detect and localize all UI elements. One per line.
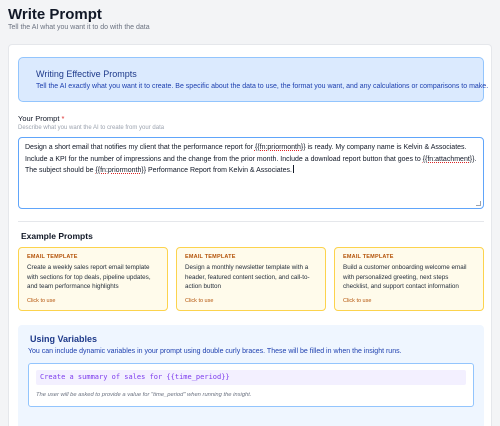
- variable-example-note: The user will be asked to provide a value for "time_period" when running the insight.: [36, 392, 252, 398]
- text-caret: [293, 165, 294, 173]
- prompt-text-segment: is ready. My company name is Kelvin & Associates. Include a KPI for the number of impressions and the change from the prior month. Include a download report button that goes to: [25, 144, 467, 163]
- page-title: Write Prompt: [8, 6, 102, 23]
- variable-example-card: [28, 363, 474, 407]
- prompt-variable: {{fn:attachment}}: [422, 155, 475, 163]
- prompt-text-segment: Performance Report from Kelvin & Associates.: [146, 167, 292, 174]
- example-tag: EMAIL TEMPLATE: [27, 254, 78, 260]
- example-description: Design a monthly newsletter template with a header, featured content section, and call-to-action button: [185, 264, 310, 290]
- required-mark: *: [61, 114, 65, 123]
- resize-handle[interactable]: [476, 201, 481, 206]
- example-card-onboarding[interactable]: [334, 247, 484, 311]
- prompt-label-text: Your Prompt: [18, 114, 60, 123]
- example-use-link[interactable]: Click to use: [343, 298, 372, 304]
- variable-example-code: Create a summary of sales for {{time_period}}: [36, 370, 466, 385]
- variables-description: You can include dynamic variables in your prompt using double curly braces. These will be filled in when the insight runs.: [28, 348, 402, 355]
- tips-title: Writing Effective Prompts: [36, 69, 137, 79]
- example-description: Build a customer onboarding welcome email with personalized greeting, next steps checklist, and support contact information: [343, 264, 467, 290]
- example-use-link[interactable]: Click to use: [185, 298, 214, 304]
- prompt-textarea[interactable]: [18, 137, 484, 209]
- prompt-text-segment: . The subject should be: [25, 155, 477, 174]
- variables-title: Using Variables: [30, 334, 98, 344]
- section-divider: [18, 221, 484, 222]
- example-tag: EMAIL TEMPLATE: [343, 254, 394, 260]
- prompt-label: [18, 114, 64, 123]
- page-subtitle: Tell the AI what you want it to do with the data: [8, 24, 150, 31]
- example-use-link[interactable]: Click to use: [27, 298, 56, 304]
- variables-section: [18, 325, 484, 426]
- tips-box: [18, 57, 489, 102]
- example-card-newsletter[interactable]: [176, 247, 326, 311]
- prompt-card: [8, 44, 492, 426]
- prompt-help-text: Describe what you want the AI to create from your data: [18, 125, 165, 131]
- prompt-variable: {{fn:priormonth}}: [254, 144, 306, 151]
- examples-title: Example Prompts: [21, 231, 93, 241]
- tips-text: Tell the AI exactly what you want it to create. Be specific about the data to use, the format you want, and any calculations or comparisons to make.: [36, 83, 489, 90]
- example-description: Create a weekly sales report email template with sections for top deals, pipeline updates, and team performance highlights: [27, 264, 151, 290]
- prompt-variable: {{fn:priormonth}}: [95, 167, 147, 174]
- example-card-sales-report[interactable]: [18, 247, 168, 311]
- prompt-text-segment: Design a short email that notifies my client that the performance report for: [25, 144, 255, 151]
- example-tag: EMAIL TEMPLATE: [185, 254, 236, 260]
